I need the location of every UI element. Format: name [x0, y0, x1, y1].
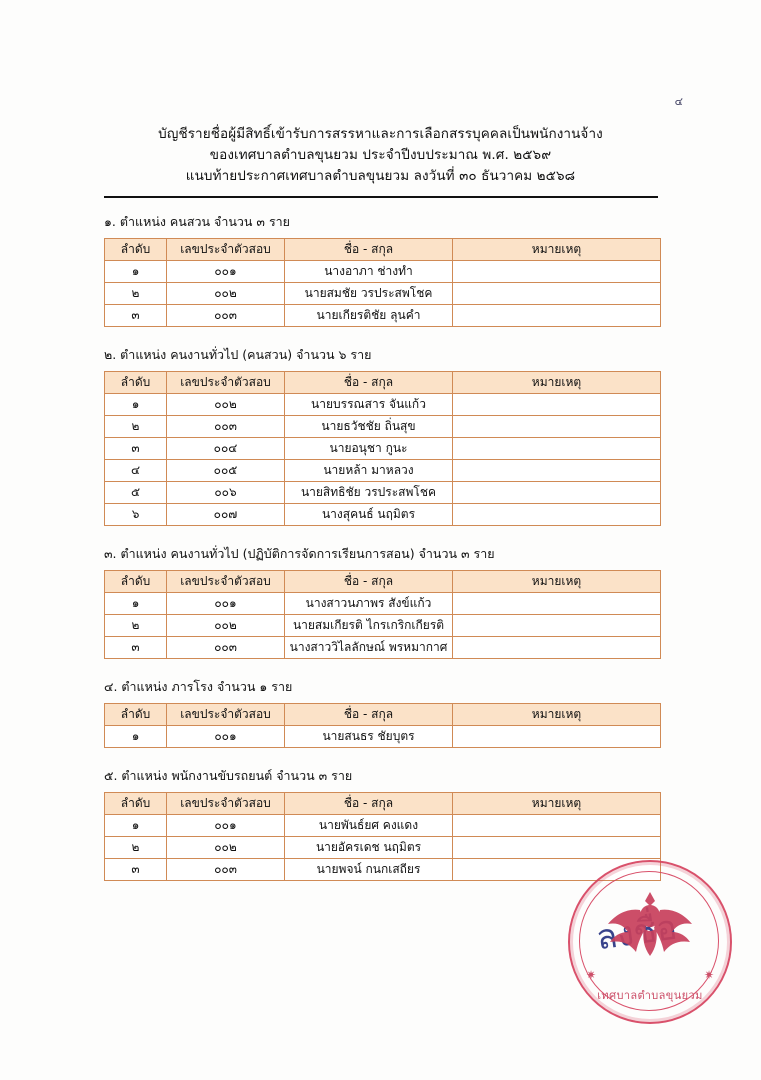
cell-remark [453, 637, 661, 659]
seal-star-right-icon: ✷ [703, 968, 714, 982]
cell-full-name: นายพันธ์ยศ คงแดง [285, 815, 453, 837]
column-header: หมายเหตุ [453, 793, 661, 815]
cell-full-name: นายพจน์ กนกเสถียร [285, 859, 453, 881]
cell-remark [453, 815, 661, 837]
cell-order: ๖ [105, 504, 167, 526]
cell-order: ๑ [105, 593, 167, 615]
column-header: ลำดับ [105, 372, 167, 394]
cell-remark [453, 283, 661, 305]
cell-remark [453, 593, 661, 615]
table-row [105, 416, 661, 438]
cell-remark [453, 394, 661, 416]
cell-exam-number: ๐๐๒ [167, 283, 285, 305]
cell-full-name: นายธวัชชัย ถิ่นสุข [285, 416, 453, 438]
column-header: หมายเหตุ [453, 704, 661, 726]
page-number: ๔ [674, 95, 683, 108]
cell-remark [453, 726, 661, 748]
cell-order: ๒ [105, 416, 167, 438]
table-row [105, 637, 661, 659]
cell-full-name: นายสมเกียรติ ไกรเกริกเกียรติ [285, 615, 453, 637]
document-section [104, 677, 660, 748]
garuda-icon [604, 888, 696, 960]
cell-full-name: นางสุคนธ์ นฤมิตร [285, 504, 453, 526]
cell-exam-number: ๐๐๒ [167, 615, 285, 637]
column-header: เลขประจำตัวสอบ [167, 571, 285, 593]
column-header: ชื่อ - สกุล [285, 372, 453, 394]
header-line-3: แนบท้ายประกาศเทศบาลตำบลขุนยวม ลงวันที่ ๓๐ ธันวาคม ๒๕๖๘ [185, 168, 576, 184]
cell-full-name: นายอัครเดช นฤมิตร [285, 837, 453, 859]
table-row [105, 283, 661, 305]
official-seal [568, 860, 732, 1024]
cell-remark [453, 504, 661, 526]
cell-full-name: นายสิทธิชัย วรประสพโชค [285, 482, 453, 504]
cell-remark [453, 305, 661, 327]
column-header: เลขประจำตัวสอบ [167, 793, 285, 815]
cell-order: ๔ [105, 460, 167, 482]
cell-order: ๓ [105, 637, 167, 659]
table-row [105, 859, 661, 881]
column-header: หมายเหตุ [453, 372, 661, 394]
cell-full-name: นายอนุชา กูนะ [285, 438, 453, 460]
document-section [104, 212, 660, 327]
table-header-row [105, 793, 661, 815]
cell-order: ๒ [105, 283, 167, 305]
table-row [105, 726, 661, 748]
cell-full-name: นางสาวนภาพร สังข์แก้ว [285, 593, 453, 615]
table-row [105, 837, 661, 859]
cell-remark [453, 460, 661, 482]
table-row [105, 504, 661, 526]
cell-remark [453, 416, 661, 438]
header-line-1: บัญชีรายชื่อผู้มีสิทธิ์เข้ารับการสรรหาและการเลือกสรรบุคคลเป็นพนักงานจ้าง [158, 126, 603, 142]
candidates-table [104, 703, 661, 748]
cell-exam-number: ๐๐๓ [167, 859, 285, 881]
document-section [104, 544, 660, 659]
table-header-row [105, 704, 661, 726]
column-header: เลขประจำตัวสอบ [167, 704, 285, 726]
cell-full-name: นายบรรณสาร จันแก้ว [285, 394, 453, 416]
candidates-table [104, 371, 661, 526]
cell-exam-number: ๐๐๑ [167, 726, 285, 748]
seal-star-left-icon: ✷ [586, 968, 597, 982]
cell-exam-number: ๐๐๑ [167, 815, 285, 837]
cell-full-name: นายสนธร ชัยบุตร [285, 726, 453, 748]
cell-order: ๑ [105, 726, 167, 748]
cell-exam-number: ๐๐๓ [167, 637, 285, 659]
section-title: ๔. ตำแหน่ง ภารโรง จำนวน ๑ ราย [104, 679, 293, 694]
column-header: ลำดับ [105, 793, 167, 815]
table-header-row [105, 372, 661, 394]
candidates-table [104, 238, 661, 327]
cell-order: ๑ [105, 261, 167, 283]
column-header: หมายเหตุ [453, 239, 661, 261]
section-title: ๑. ตำแหน่ง คนสวน จำนวน ๓ ราย [104, 214, 291, 229]
cell-remark [453, 615, 661, 637]
column-header: ลำดับ [105, 704, 167, 726]
cell-exam-number: ๐๐๒ [167, 837, 285, 859]
cell-exam-number: ๐๐๔ [167, 438, 285, 460]
cell-order: ๓ [105, 305, 167, 327]
cell-exam-number: ๐๐๓ [167, 305, 285, 327]
cell-remark [453, 482, 661, 504]
candidates-table [104, 570, 661, 659]
header-divider [104, 196, 658, 198]
cell-order: ๑ [105, 815, 167, 837]
cell-order: ๕ [105, 482, 167, 504]
table-row [105, 460, 661, 482]
cell-exam-number: ๐๐๒ [167, 394, 285, 416]
cell-exam-number: ๐๐๕ [167, 460, 285, 482]
table-header-row [105, 239, 661, 261]
cell-remark [453, 261, 661, 283]
cell-exam-number: ๐๐๑ [167, 593, 285, 615]
table-row [105, 593, 661, 615]
table-row [105, 305, 661, 327]
column-header: ชื่อ - สกุล [285, 239, 453, 261]
cell-full-name: นายสมชัย วรประสพโชค [285, 283, 453, 305]
table-row [105, 482, 661, 504]
document-section [104, 345, 660, 526]
cell-order: ๑ [105, 394, 167, 416]
section-title: ๒. ตำแหน่ง คนงานทั่วไป (คนสวน) จำนวน ๖ ราย [104, 347, 372, 362]
cell-exam-number: ๐๐๗ [167, 504, 285, 526]
cell-exam-number: ๐๐๖ [167, 482, 285, 504]
document-body [104, 212, 660, 899]
cell-order: ๓ [105, 438, 167, 460]
section-title: ๕. ตำแหน่ง พนักงานขับรถยนต์ จำนวน ๓ ราย [104, 768, 353, 783]
column-header: เลขประจำตัวสอบ [167, 372, 285, 394]
table-row [105, 615, 661, 637]
cell-exam-number: ๐๐๑ [167, 261, 285, 283]
seal-label: เทศบาลตำบลขุนยวม [597, 989, 703, 1002]
table-row [105, 394, 661, 416]
cell-remark [453, 438, 661, 460]
column-header: ชื่อ - สกุล [285, 571, 453, 593]
column-header: ชื่อ - สกุล [285, 793, 453, 815]
column-header: ลำดับ [105, 239, 167, 261]
candidates-table [104, 792, 661, 881]
cell-remark [453, 837, 661, 859]
column-header: ลำดับ [105, 571, 167, 593]
table-header-row [105, 571, 661, 593]
document-section [104, 766, 660, 881]
document-header [0, 124, 761, 187]
cell-full-name: นางสาววิไลลักษณ์ พรหมากาศ [285, 637, 453, 659]
column-header: ชื่อ - สกุล [285, 704, 453, 726]
table-row [105, 438, 661, 460]
cell-full-name: นางอาภา ช่างทำ [285, 261, 453, 283]
cell-order: ๒ [105, 837, 167, 859]
cell-full-name: นายเกียรติชัย ลุนคำ [285, 305, 453, 327]
column-header: หมายเหตุ [453, 571, 661, 593]
cell-order: ๓ [105, 859, 167, 881]
table-row [105, 815, 661, 837]
section-title: ๓. ตำแหน่ง คนงานทั่วไป (ปฏิบัติการจัดการเรียนการสอน) จำนวน ๓ ราย [104, 546, 495, 561]
table-row [105, 261, 661, 283]
header-line-2: ของเทศบาลตำบลขุนยวม ประจำปีงบประมาณ พ.ศ. ๒๕๖๙ [209, 147, 552, 163]
cell-full-name: นายหล้า มาหลวง [285, 460, 453, 482]
cell-order: ๒ [105, 615, 167, 637]
cell-exam-number: ๐๐๓ [167, 416, 285, 438]
column-header: เลขประจำตัวสอบ [167, 239, 285, 261]
